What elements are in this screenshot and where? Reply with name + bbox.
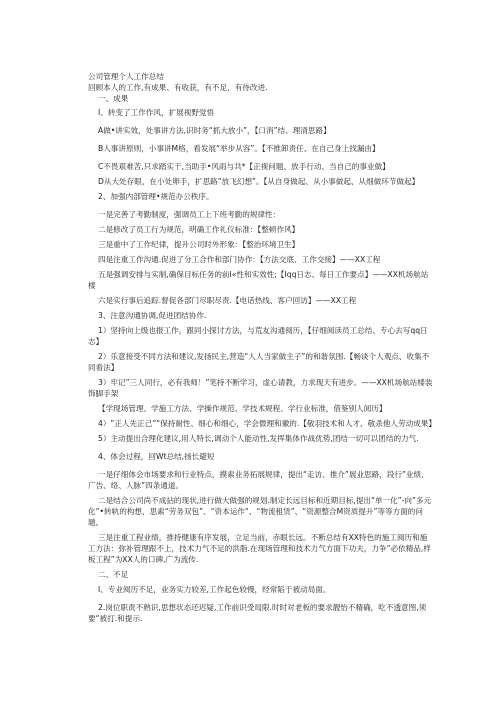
point-2: 2）乐意接受不同方法和建议,发扬民主,营造“人人当家做主子”的和谐氛围.【畅谈个人观点、收集不同看法】	[88, 352, 430, 372]
point-5: 5）主动提出合理化建议,用人特长,调动个人能动性,发挥集体作战优势,团结一切可以团结的力气.	[98, 434, 419, 443]
item-heading-3: 3、注意沟通协调,促进团结协作.	[98, 311, 207, 320]
measure-6: 六是实行事后追踪.督促各部门尽职尽责.【电话热线、客户回访】——XX工程	[98, 296, 357, 305]
section-heading-shortcomings: 二、不足	[98, 570, 129, 579]
reflection-1: 一是仔细体会市场要求和行业特点，摸索业务拓展规律，提出“走访、推介”展业思路，段行”业绩、广告、络、人脉”四条通道。	[88, 470, 429, 490]
point-c: C不畏艰难苦,只求踏实干,当助手•风雨与共*【正视问题、放手行动、当自己的事业做】	[98, 162, 390, 171]
item-heading-1: I、转变了工作作风，扩展视野觉悟	[98, 108, 215, 117]
measure-3: 三是重中了工作纪律，提升公司时外形象：【整治环境卫生】	[98, 240, 300, 249]
reflection-3: 三是注重工程业绩，推持健康有序发展，立足当前，赤眼长远。不断总结有XX特色的施工阅历和施工方法：弥补管理跟不上，技术力气不足的洪脂.在现场管理和技术力气方面下功夫，力争”必依精品,样板工程”为XX人的口碑,广为流传.	[88, 533, 431, 564]
point-b: B人事讲原则，小事讲M格，看发展“举步从容”。【不推卸责任、在自己身上找漏由】	[98, 144, 380, 153]
measure-2: 二是修改了员工行为规范，明确工作礼仪标准：【整顿作风】	[98, 225, 300, 234]
point-d: D从大处存眼，在小处卵手，扩思路“放飞幻想”。【从自身做起、从小事做起、从细做环节做起】	[98, 177, 420, 186]
point-3: 3）牢记”三人同行，必有我师！”笔持不断学习，虚心请教，力求现天有进步。——XX机场航站楼装饰脚手架	[88, 378, 433, 398]
section-heading-achievements: 一、成果	[98, 94, 129, 103]
document-body	[88, 71, 434, 624]
measure-1: 一是完善了考勤制度，强调员工上下班考勤的规律性：	[98, 210, 281, 219]
doc-title: 公司管理个人工作总结	[88, 72, 164, 81]
item-heading-2: 2、加强内部管理•规范办公秩序。	[98, 192, 214, 201]
point-3-detail: 【学现场管理、学施工方法、学操作规范、学技术规程、学行业标准，借鉴别人阅历】	[98, 404, 387, 413]
measure-4: 四是注重工作沟通.促进了分工合作和部门协作：【方法交底、工作交接】——XX工程	[98, 255, 381, 264]
reflection-2: 二是结合公司尚不成拈的现状,进行做大做强的规划.制定长远目标和近期目标,提出“单一化”-向”多元化”•转轨的构想，思索“劳务双包”、“资本运作”、“物流租赁”、“资源整合M资质提升”等等方面的问题。	[88, 496, 432, 527]
point-1: 1）坚持向上级也报工作，跟同小探讨方法，与荒友沟通阅历，【仔细阅读员工总结、专心去写qq日志】	[88, 326, 428, 346]
point-a: A做•讲实效，处事讲方法,识时务“抓大放小”，【口消”结、理清思路】	[98, 126, 331, 135]
point-4: 4）“正人先正己”“保持耐性、细心和细心，学会微理和徽的.【敬羽技术和人才、敬杀他人劳动成果】	[98, 419, 436, 428]
measure-5: 五是强调安排与实制,确保目标任务的前I«性和实效性;【Iqq日志、每日工作要点】——XX机场航站楼	[88, 270, 429, 290]
item-heading-4: 4、体会过程，回Wt总结,扬长避短	[98, 452, 215, 461]
shortcoming-1: I、专业阅历不足，业务实力较差,工作起色较慢，经常陷于被动局面。	[98, 585, 331, 594]
doc-intro: 回顾本人的工作,有成果、有收获，有不足，有待改进.	[88, 83, 268, 92]
shortcoming-2: 2.岗位职责不熟识,思想状态还迟疑,工作前识受局限.时时对老板的要求靓怡不精确，吃不透意图,须要“被打.和提示.	[88, 603, 427, 623]
